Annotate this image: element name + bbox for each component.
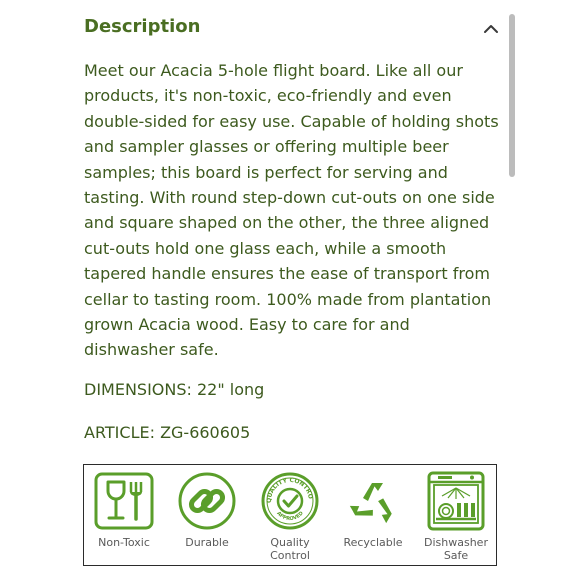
chevron-up-icon[interactable] bbox=[481, 20, 501, 38]
svg-text:QUALITY CONTROL: QUALITY CONTRO bbox=[265, 476, 314, 504]
badge-label: Non-Toxic bbox=[98, 536, 150, 549]
feature-badges bbox=[83, 464, 497, 566]
scrollbar-thumb[interactable] bbox=[509, 14, 515, 177]
section-title: Description bbox=[84, 16, 201, 37]
recycle-icon bbox=[343, 471, 403, 531]
description-header[interactable] bbox=[84, 14, 504, 44]
badge-label: Durable bbox=[185, 536, 229, 549]
badge-label: Quality Control bbox=[270, 536, 310, 562]
badge-recyclable bbox=[333, 465, 413, 565]
badge-label: Recyclable bbox=[343, 536, 403, 549]
dishwasher-icon bbox=[426, 471, 486, 531]
description-text: Meet our Acacia 5-hole flight board. Like all our products, it's non-toxic, eco-friendly and even double-sided for easy use. Capable of holding shots and sampler glasses or offering multiple beer samples; this board is perfect for serving and tasting. With round step-down cut-outs on one side and square shaped on the other, the three aligned cut-outs hold one glass each, while a smooth tapered handle ensures the ease of transport from cellar to tasting room. 100% made from plantation grown Acacia wood. Easy to care for and dishwasher safe. bbox=[84, 61, 499, 360]
badge-non-toxic bbox=[84, 465, 164, 565]
svg-text:APPROVED: APPROVED bbox=[275, 510, 305, 523]
article-number: ARTICLE: ZG-660605 bbox=[84, 423, 251, 442]
quality-check-seal-icon bbox=[260, 471, 320, 531]
chain-link-icon bbox=[177, 471, 237, 531]
badge-durable bbox=[167, 465, 247, 565]
badge-quality-control bbox=[250, 465, 330, 565]
dimensions-text: DIMENSIONS: 22" long bbox=[84, 380, 265, 399]
badge-label: Dishwasher Safe bbox=[424, 536, 488, 562]
badge-dishwasher-safe bbox=[416, 465, 496, 565]
fork-glass-icon bbox=[94, 471, 154, 531]
